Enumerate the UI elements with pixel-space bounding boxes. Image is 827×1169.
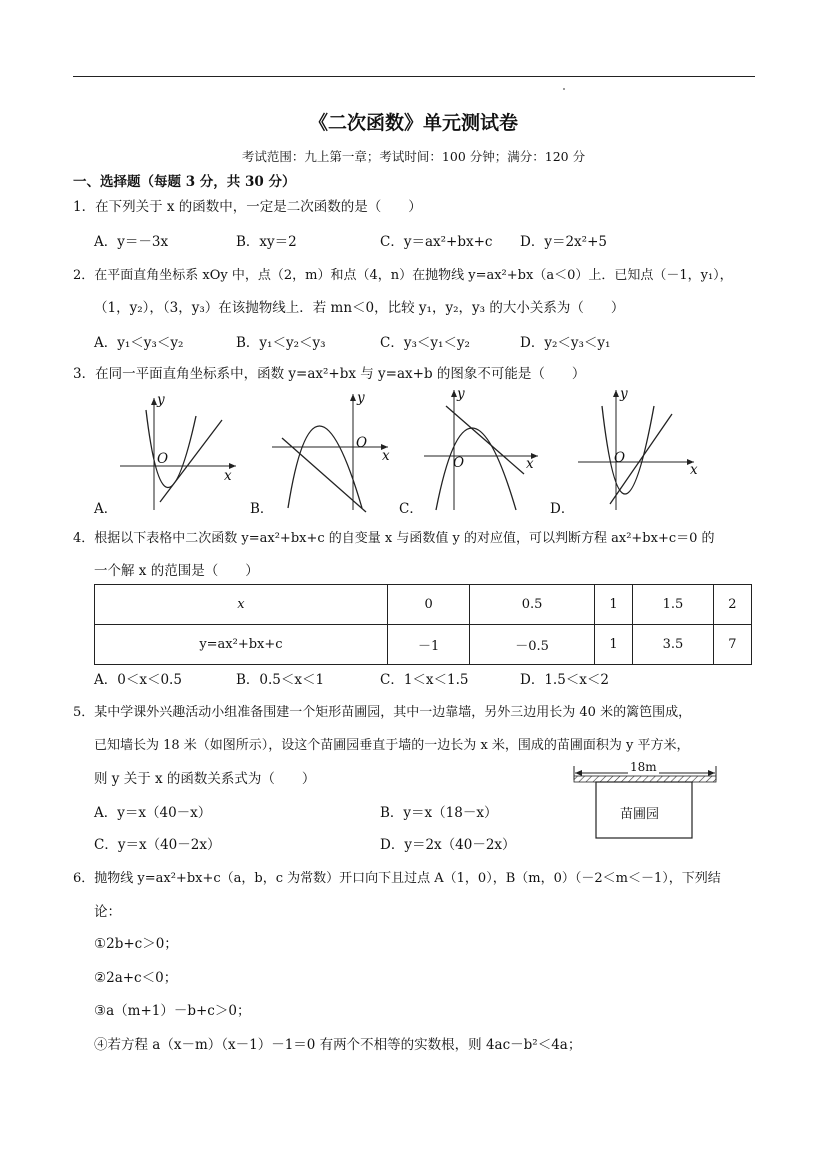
- garden-label: 苗圃园: [620, 807, 660, 822]
- wall-length-label: 18m: [630, 760, 657, 774]
- table-row: [95, 625, 752, 665]
- q4-option-d: D．1.5＜x＜2: [520, 672, 609, 688]
- q6-item-3: ③a（m+1）－b+c＞0；: [94, 1003, 251, 1019]
- q2-option-d: D．y₂＜y₃＜y₁: [520, 335, 611, 351]
- q3-graph-d-origin: O: [614, 450, 626, 466]
- table-cell: 0: [387, 585, 469, 625]
- q3-option-c: C．: [399, 501, 423, 517]
- q3-graph-a-x-label: x: [224, 468, 232, 484]
- q4-option-c: C．1＜x＜1.5: [380, 672, 469, 688]
- q3-option-b: B．: [250, 501, 274, 517]
- q5-option-c: C．y＝x（40－2x）: [94, 837, 221, 853]
- table-cell: 1: [594, 625, 632, 665]
- exam-info: 考试范围：九上第一章；考试时间：100 分钟；满分：120 分: [241, 149, 586, 164]
- q3-graph-c-y-label: y: [457, 386, 465, 402]
- q1-stem: 1．在下列关于 x 的函数中，一定是二次函数的是（ ）: [73, 199, 422, 215]
- q2-option-b: B．y₁＜y₂＜y₃: [236, 335, 326, 351]
- q3-graph-d-x-label: x: [690, 462, 698, 478]
- q3-graph-a-origin: O: [157, 451, 169, 467]
- q5-option-d: D．y＝2x（40－2x）: [380, 837, 516, 853]
- table-cell: －0.5: [470, 625, 595, 665]
- q1-option-d: D．y＝2x²+5: [520, 234, 607, 250]
- q4-option-a: A．0＜x＜0.5: [94, 672, 182, 688]
- table-cell: x: [95, 585, 388, 625]
- q5-stem-line2: 已知墙长为 18 米（如图所示），设这个苗圃园垂直于墙的一边长为 x 米，围成的苗圃面积为 y 平方米，: [94, 738, 690, 753]
- q6-item-1: ①2b+c＞0；: [94, 936, 178, 952]
- table-cell: －1: [387, 625, 469, 665]
- q3-option-d: D．: [550, 501, 575, 517]
- q3-graph-b-y-label: y: [357, 390, 365, 406]
- q3-graph-b: [268, 390, 398, 514]
- q3-graph-c-x-label: x: [526, 456, 534, 472]
- q3-graph-a: [112, 392, 242, 514]
- header-rule: [73, 76, 755, 77]
- scan-dot: [563, 88, 565, 90]
- table-cell: 0.5: [470, 585, 595, 625]
- q5-stem-line3: 则 y 关于 x 的函数关系式为（ ）: [94, 771, 316, 787]
- q3-graph-c: [420, 386, 544, 514]
- value-table: [94, 584, 752, 665]
- q2-option-a: A．y₁＜y₃＜y₂: [94, 335, 184, 351]
- q5-option-a: A．y＝x（40－x）: [94, 805, 212, 821]
- table-cell: 2: [713, 585, 751, 625]
- table-cell: y=ax²+bx+c: [95, 625, 388, 665]
- table-cell: 1: [594, 585, 632, 625]
- q4-stem-line1: 4．根据以下表格中二次函数 y=ax²+bx+c 的自变量 x 与函数值 y 的对应值，可以判断方程 ax²+bx+c＝0 的: [73, 531, 715, 546]
- q6-stem-line2: 论：: [94, 904, 121, 920]
- q4-stem-line2: 一个解 x 的范围是（ ）: [94, 563, 259, 579]
- q3-graph-d-y-label: y: [620, 386, 628, 402]
- q6-item-2: ②2a+c＜0；: [94, 970, 178, 986]
- q2-option-c: C．y₃＜y₁＜y₂: [380, 335, 470, 351]
- q6-item-4: ④若方程 a（x－m）（x－1）－1＝0 有两个不相等的实数根，则 4ac－b²＜4a；: [94, 1037, 582, 1053]
- page-title: 《二次函数》单元测试卷: [308, 112, 518, 134]
- q2-stem-line1: 2．在平面直角坐标系 xOy 中，点（2，m）和点（4，n）在抛物线 y=ax²+bx（a＜0）上．已知点（－1，y₁），: [73, 268, 733, 283]
- q3-graph-a-y-label: y: [157, 392, 165, 408]
- q3-graph-b-origin: O: [356, 435, 368, 451]
- q3-graph-b-x-label: x: [382, 448, 390, 464]
- q4-option-b: B．0.5＜x＜1: [236, 672, 325, 688]
- table-row: [95, 585, 752, 625]
- q3-stem: 3．在同一平面直角坐标系中，函数 y=ax²+bx 与 y=ax+b 的图象不可能是（ ）: [73, 366, 586, 382]
- q6-stem-line1: 6．抛物线 y=ax²+bx+c（a，b，c 为常数）开口向下且过点 A（1，0），B（m，0）（－2＜m＜－1），下列结: [73, 871, 721, 886]
- q5-option-b: B．y＝x（18－x）: [380, 805, 498, 821]
- q2-stem-line2: （1，y₂），（3，y₃）在该抛物线上．若 mn＜0，比较 y₁，y₂，y₃ 的大小关系为（ ）: [94, 300, 625, 316]
- section-heading: 一、选择题（每题 3 分，共 30 分）: [73, 174, 296, 190]
- q1-option-a: A．y＝－3x: [94, 234, 169, 250]
- q5-stem-line1: 5．某中学课外兴趣活动小组准备围建一个矩形苗圃园，其中一边靠墙，另外三边用长为 40 米的篱笆围成，: [73, 705, 692, 720]
- q3-option-a: A．: [94, 501, 118, 517]
- table-cell: 3.5: [633, 625, 713, 665]
- q1-option-b: B．xy＝2: [236, 234, 297, 250]
- table-cell: 7: [713, 625, 751, 665]
- table-cell: 1.5: [633, 585, 713, 625]
- q3-graph-d: [574, 386, 700, 514]
- q1-option-c: C．y＝ax²+bx+c: [380, 234, 493, 250]
- q3-graph-c-origin: O: [453, 455, 465, 471]
